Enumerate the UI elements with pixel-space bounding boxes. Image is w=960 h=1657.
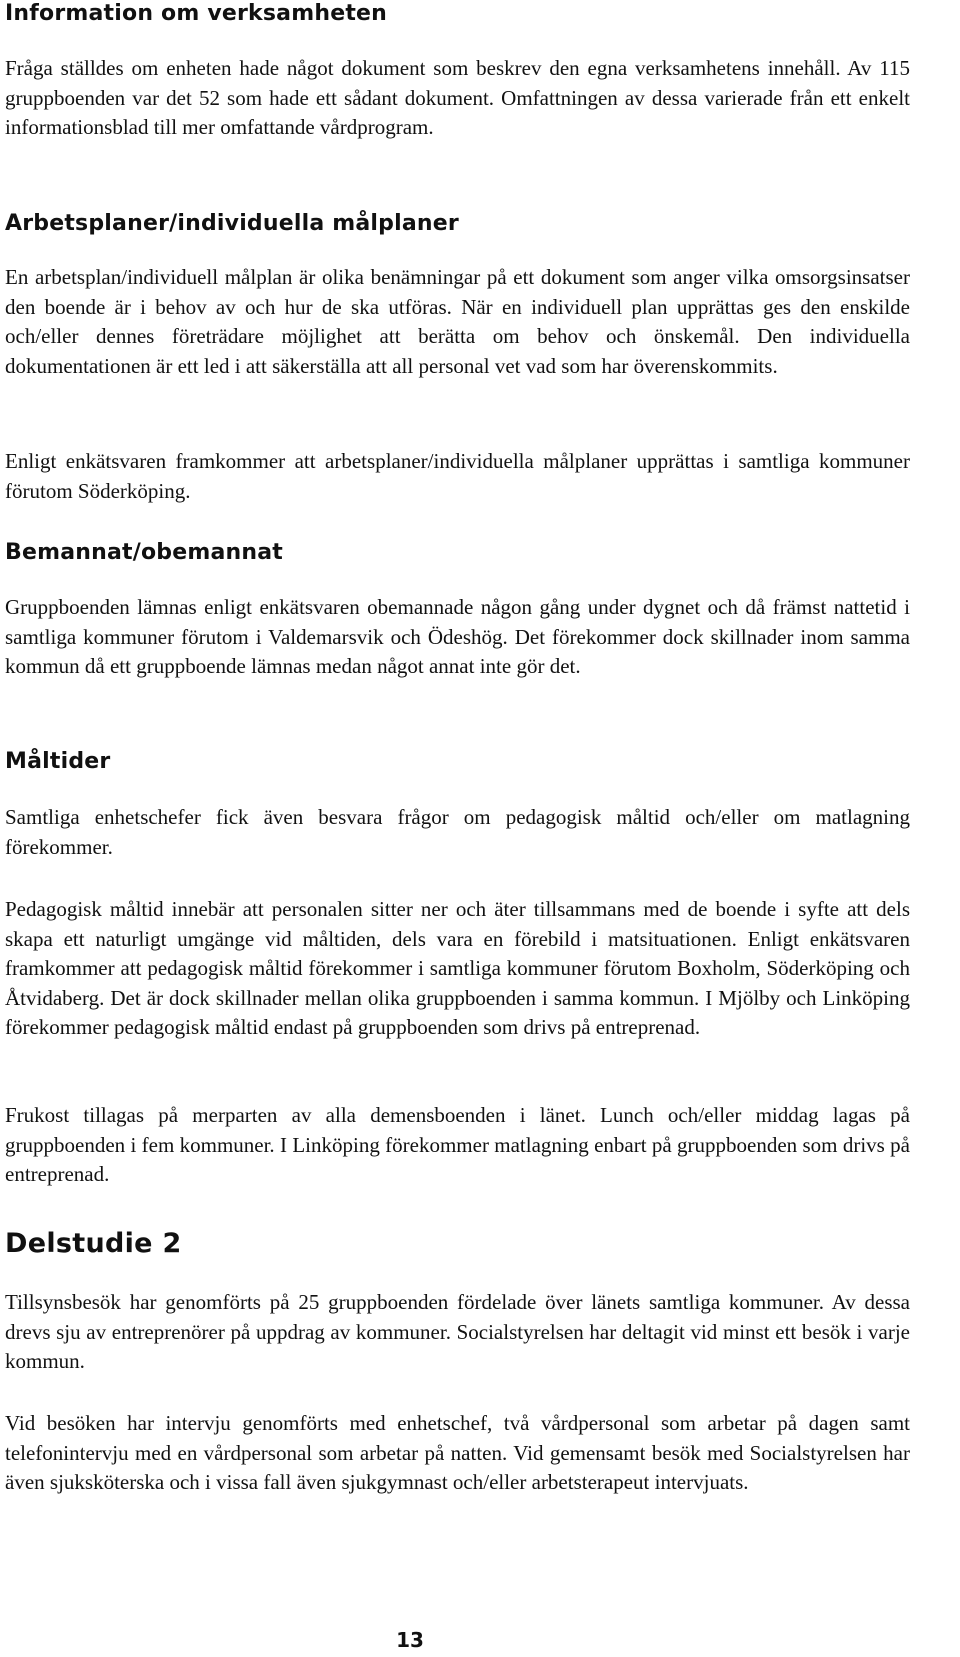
paragraph: Tillsynsbesök har genomförts på 25 gruppboenden fördelade över länets samtliga kommuner. Av dessa drevs sju av entreprenörer på uppdrag av kommuner. Socialstyrelsen har deltagit vid minst ett besök i varje kommun.	[5, 1290, 910, 1373]
paragraph: Pedagogisk måltid innebär att personalen sitter ner och äter tillsammans med de boende i syfte att dels skapa ett naturligt umgänge vid måltiden, dels vara en förebild i matsituationen. Enligt enkätsvaren framkommer att pedagogisk måltid förekommer i samtliga kommuner förutom Boxholm, Söderköping och Åtvidaberg. Det är dock skillnader mellan olika gruppboenden i samma kommun. I Mjölby och Linköping förekommer pedagogisk måltid endast på gruppboenden som drivs på entreprenad.	[5, 897, 910, 1039]
section-heading: Måltider	[5, 749, 111, 774]
paragraph: Enligt enkätsvaren framkommer att arbetsplaner/individuella målplaner upprättas i samtliga kommuner förutom Söderköping.	[5, 449, 910, 503]
section-heading: Bemannat/obemannat	[5, 540, 284, 565]
paragraph: Vid besöken har intervju genomförts med enhetschef, två vårdpersonal som arbetar på dagen samt telefonintervju med en vårdpersonal som arbetar på natten. Vid gemensamt besök med Socialstyrelsen har även sjuksköterska och i vissa fall även sjukgymnast och/eller arbetsterapeut intervjuats.	[5, 1411, 910, 1494]
chapter-heading: Delstudie 2	[5, 1228, 182, 1259]
paragraph: Fråga ställdes om enheten hade något dokument som beskrev den egna verksamhetens innehåll. Av 115 gruppboenden var det 52 som hade ett sådant dokument. Omfattningen av dessa varierade från ett enkelt informationsblad till mer omfattande vårdprogram.	[5, 56, 910, 139]
paragraph: Gruppboenden lämnas enligt enkätsvaren obemannade någon gång under dygnet och då främst nattetid i samtliga kommuner förutom i Valdemarsvik och Ödeshög. Det förekommer dock skillnader inom samma kommun då ett gruppboende lämnas medan något annat inte gör det.	[5, 595, 910, 678]
section-heading: Arbetsplaner/individuella målplaner	[5, 211, 459, 236]
page-number: 13	[396, 1628, 424, 1652]
paragraph: Samtliga enhetschefer fick även besvara frågor om pedagogisk måltid och/eller om matlagning förekommer.	[5, 805, 910, 859]
paragraph: Frukost tillagas på merparten av alla demensboenden i länet. Lunch och/eller middag lagas på gruppboenden i fem kommuner. I Linköping förekommer matlagning enbart på gruppboenden som drivs på entreprenad.	[5, 1103, 910, 1186]
section-heading: Information om verksamheten	[5, 1, 388, 26]
paragraph: En arbetsplan/individuell målplan är olika benämningar på ett dokument som anger vilka omsorgsinsatser den boende är i behov av och hur de ska utföras. När en individuell plan upprättas ges den enskilde och/eller dennes företrädare möjlighet att berätta om behov och önskemål. Den individuella dokumentationen är ett led i att säkerställa att all personal vet vad som har överenskommits.	[5, 265, 910, 378]
